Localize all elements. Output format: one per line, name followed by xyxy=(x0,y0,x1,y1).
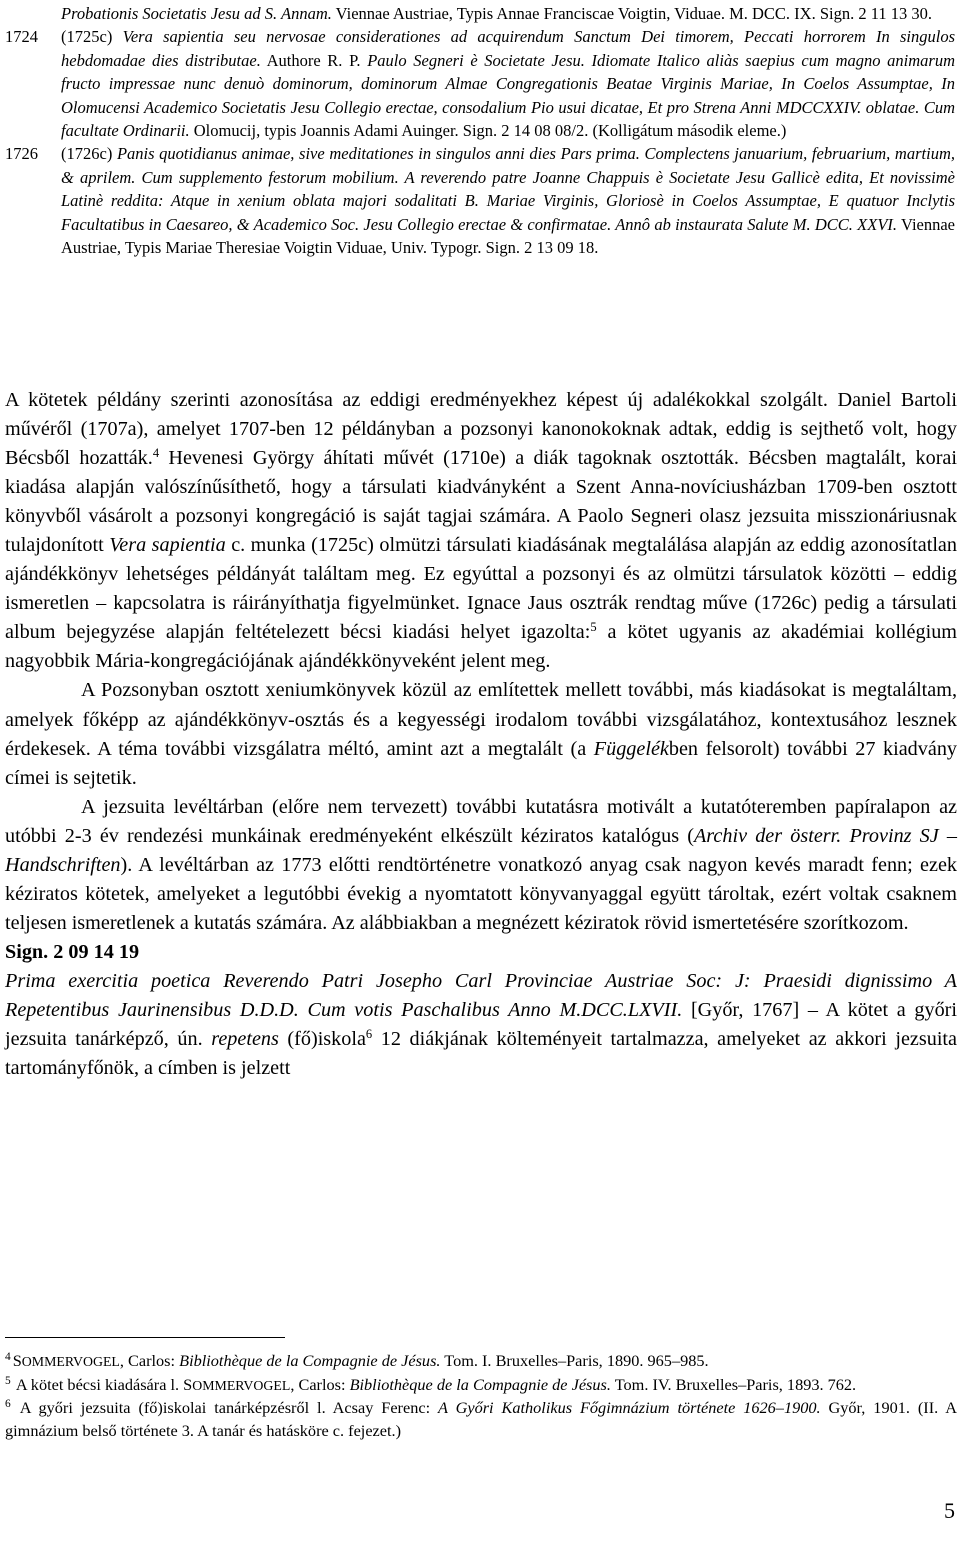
bibliography-entries xyxy=(5,2,955,259)
footnote-text: A kötet bécsi kiadására l. S xyxy=(12,1374,193,1394)
entry-text: Viennae Austriae, Typis Mariae Theresiae Voigtin Viduae, Univ. Typogr. Sign. 2 13 09 18. xyxy=(61,214,955,258)
paragraph-text: c. munka (1725c) olmützi társulati kiadásának megtalálása alapján az eddig azonosítatlan ajándékkönyv lehetséges példányát találtam meg. Ez egyúttal a pozsonyi és az olmützi társulatok közötti – eddig ismeretlen – kapcsolatra is ráirányíthatja figyelmünket. Ignace Jaus osztrák rendtag műve (1726c) pedig a társulati album bejegyzése alapján feltételezett bécsi kiadási helyet igazolta: xyxy=(5,534,957,644)
footnote-text: A győri jezsuita (fő)iskolai tanárképzésről l. Acsay Ferenc: xyxy=(12,1398,439,1418)
paragraph-text: ). A levéltárban az 1773 előtti rendtörténetre vonatkozó anyag csak nagyon kevés maradt fenn; ezek kéziratos kötetek, amelyeket a legutóbbi évekig a nyomtatott könyvanyaggal együtt tároltak, ezért voltak csaknem teljesen ismeretlenek a kutatás számára. Az alábbiakban a megnézett kéziratok rövid ismertetésére szorítkozom. xyxy=(5,853,957,934)
paragraph-text: Vera sapientia xyxy=(109,534,226,557)
footnote-ref[interactable]: 6 xyxy=(365,1027,373,1042)
footnote-text: Bibliothèque de la Compagnie de Jésus. xyxy=(179,1351,441,1370)
paragraph-text: A kötetek példány szerinti azonosítása az eddigi eredményekhez képest új adalékokkal szolgált. Daniel Bartoli művéről (1707a), amelyet 1707-ben 12 példányban a pozsonyi kanonokoknak adtak, eddig is sejthető volt, hogy Bécsből hozatták. xyxy=(5,389,957,470)
bibliography-entry xyxy=(5,142,955,259)
footnote xyxy=(5,1350,957,1374)
paragraph xyxy=(5,386,957,676)
paragraph-text: (fő)iskola xyxy=(278,1028,366,1051)
entry-text: (1726c) xyxy=(61,144,117,164)
entry-year: 1724 xyxy=(5,27,38,47)
footnote-text: OMMERVOGEL xyxy=(21,1354,120,1369)
footnote-text: , Carlos: xyxy=(290,1374,350,1394)
paragraph-text: Hevenesi György áhítati művét (1710e) a diák tagoknak osztották. Bécsben magtalált, korai kiadása alapján valószínűsíthető, hogy a társulati kiadványként a Szent Anna-novíciusházban 1709-ben osztott könyvből vásárolt a pozsonyi kongregáció is saját tagjai számára. A Paolo Segneri olasz jezsuita misszionáriusnak tulajdonított xyxy=(5,447,957,557)
paragraph-text: ben felsorolt) további 27 kiadvány címei is sejtetik. xyxy=(5,737,958,789)
footnote xyxy=(5,1397,957,1442)
footnote-number: 4 xyxy=(5,1351,11,1364)
entry-text: Authore R. P. xyxy=(260,50,368,70)
entry-text: Viennae Austriae, Typis Annae Franciscae Voigtin, Viduae. M. DCC. IX. Sign. 2 11 13 30. xyxy=(331,4,932,23)
bibliography-entry xyxy=(5,25,955,142)
section-heading xyxy=(5,938,957,967)
entry-text: Vera sapientia seu nervosae considerationes ad acquirendum Sanctum Dei timorem, Peccati horrorem In singulos hebdomadae dies distributae. xyxy=(61,27,955,70)
paragraph-text: Archiv der österr. Provinz SJ – Handschriften xyxy=(5,824,957,876)
paragraph xyxy=(5,793,957,938)
entry-text: Olomucij, typis Joannis Adami Auinger. Sign. 2 14 08 08/2. (Kolligátum második eleme.) xyxy=(189,121,787,141)
body-text xyxy=(5,386,957,1083)
footnote-text: Tom. I. Bruxelles–Paris, 1890. 965–985. xyxy=(440,1351,709,1370)
entry-text: Paulo Segneri è Societate Jesu. Idiomate Italico aliàs saepius cum magno animarum fructo impressae nunc denuò dominorum, dominorum Almae Congregationis Beatae Virginis Mariae, In Coelos Assumptae, In Olomucensi Academico Societatis Jesu Collegio erectae, consodalium Pio usui dicatae, Et pro Strena Anni MDCCXXIV. oblatae. Cum facultate Ordinarii. xyxy=(61,50,955,141)
footnote-text: , Carlos: xyxy=(119,1351,180,1370)
footnote-text: S xyxy=(12,1351,22,1370)
paragraph xyxy=(5,967,957,1083)
footnote xyxy=(5,1374,957,1398)
paragraph-text: [Győr, 1767] – A kötet a győri jezsuita tanárképző, ún. xyxy=(5,998,957,1051)
entry-text: Probationis Societatis Jesu ad S. Annam. xyxy=(61,4,332,23)
footnote-ref[interactable]: 5 xyxy=(590,620,597,635)
paragraph-text: Prima exercitia poetica Reverendo Patri Josepho Carl Provinciae Austriae Soc: J: Praesidi dignissimo A Repetentibus Jaurinensibus D.D.D. Cum votis Paschalibus Anno M.DCC.LXVII. xyxy=(5,969,957,1021)
footnote-number: 6 xyxy=(5,1398,11,1411)
footnote-text: Bibliothèque de la Compagnie de Jésus. xyxy=(349,1374,611,1394)
footnote-text: Győr, 1901. (II. A gimnázium belső története 3. A tanár és hatásköre c. fejezet.) xyxy=(5,1398,957,1440)
footnote-ref[interactable]: 4 xyxy=(152,446,160,461)
paragraph-text: Sign. 2 09 14 19 xyxy=(5,940,140,963)
footnote-text: OMMERVOGEL xyxy=(192,1377,291,1393)
bibliography-entry xyxy=(5,2,955,25)
paragraph-text: repetens xyxy=(211,1028,279,1051)
footnote-separator xyxy=(5,1337,285,1338)
footnote-text: A Győri Katholikus Főgimnázium története 1626–1900. xyxy=(438,1398,821,1418)
paragraph-text: Függelék xyxy=(593,737,669,760)
footnote-number: 5 xyxy=(5,1374,11,1387)
entry-text: Panis quotidianus animae, sive meditationes in singulos anni dies Pars prima. Complectens januarium, februarium, martium, & aprilem. Cum supplemento festorum mobilium. A reverendo patre Joanne Chappuis è Societate Jesu Gallicè edita, Et novissimè Latinè reddita: Atque in xenium oblata majori sodalitati B. Mariae Virginis, Gloriosè in Coelos Assumptae, E quatuor Inclytis Facultatibus in Caesareo, & Academico Soc. Jesu Collegio erectae & confirmatae. Annô ab instaurata Salute M. DCC. XXVI. xyxy=(61,144,955,234)
entry-year: 1726 xyxy=(5,144,38,164)
paragraph xyxy=(5,676,957,792)
paragraph-text: 12 diákjának költeményeit tartalmazza, amelyeket az akkori jezsuita tartományfőnök, a címben is jelzett xyxy=(5,1028,957,1080)
paragraph-text: A jezsuita levéltárban (előre nem tervezett) további kutatásra motivált a kutatóteremben papíralapon az utóbbi 2-3 év rendezési munkáinak eredményeként elkészült kéziratos katalógus ( xyxy=(5,795,957,847)
page-number: 5 xyxy=(944,1498,955,1523)
footnotes xyxy=(5,1350,957,1442)
paragraph-text: A Pozsonyban osztott xeniumkönyvek közül az említettek mellett további, más kiadásokat is megtaláltam, amelyek főképp az ajándékkönyv-osztás és a kegyességi irodalom további vizsgálatához, kontextusához lesznek érdekesek. A téma további vizsgálatra méltó, amint azt a megtalált (a xyxy=(5,679,957,760)
footnote-text: Tom. IV. Bruxelles–Paris, 1893. 762. xyxy=(610,1374,857,1394)
entry-text: (1725c) xyxy=(61,27,123,47)
paragraph-text: a kötet ugyanis az akadémiai kollégium nagyobbik Mária-kongregációjának ajándékkönyveként jelent meg. xyxy=(5,621,957,673)
